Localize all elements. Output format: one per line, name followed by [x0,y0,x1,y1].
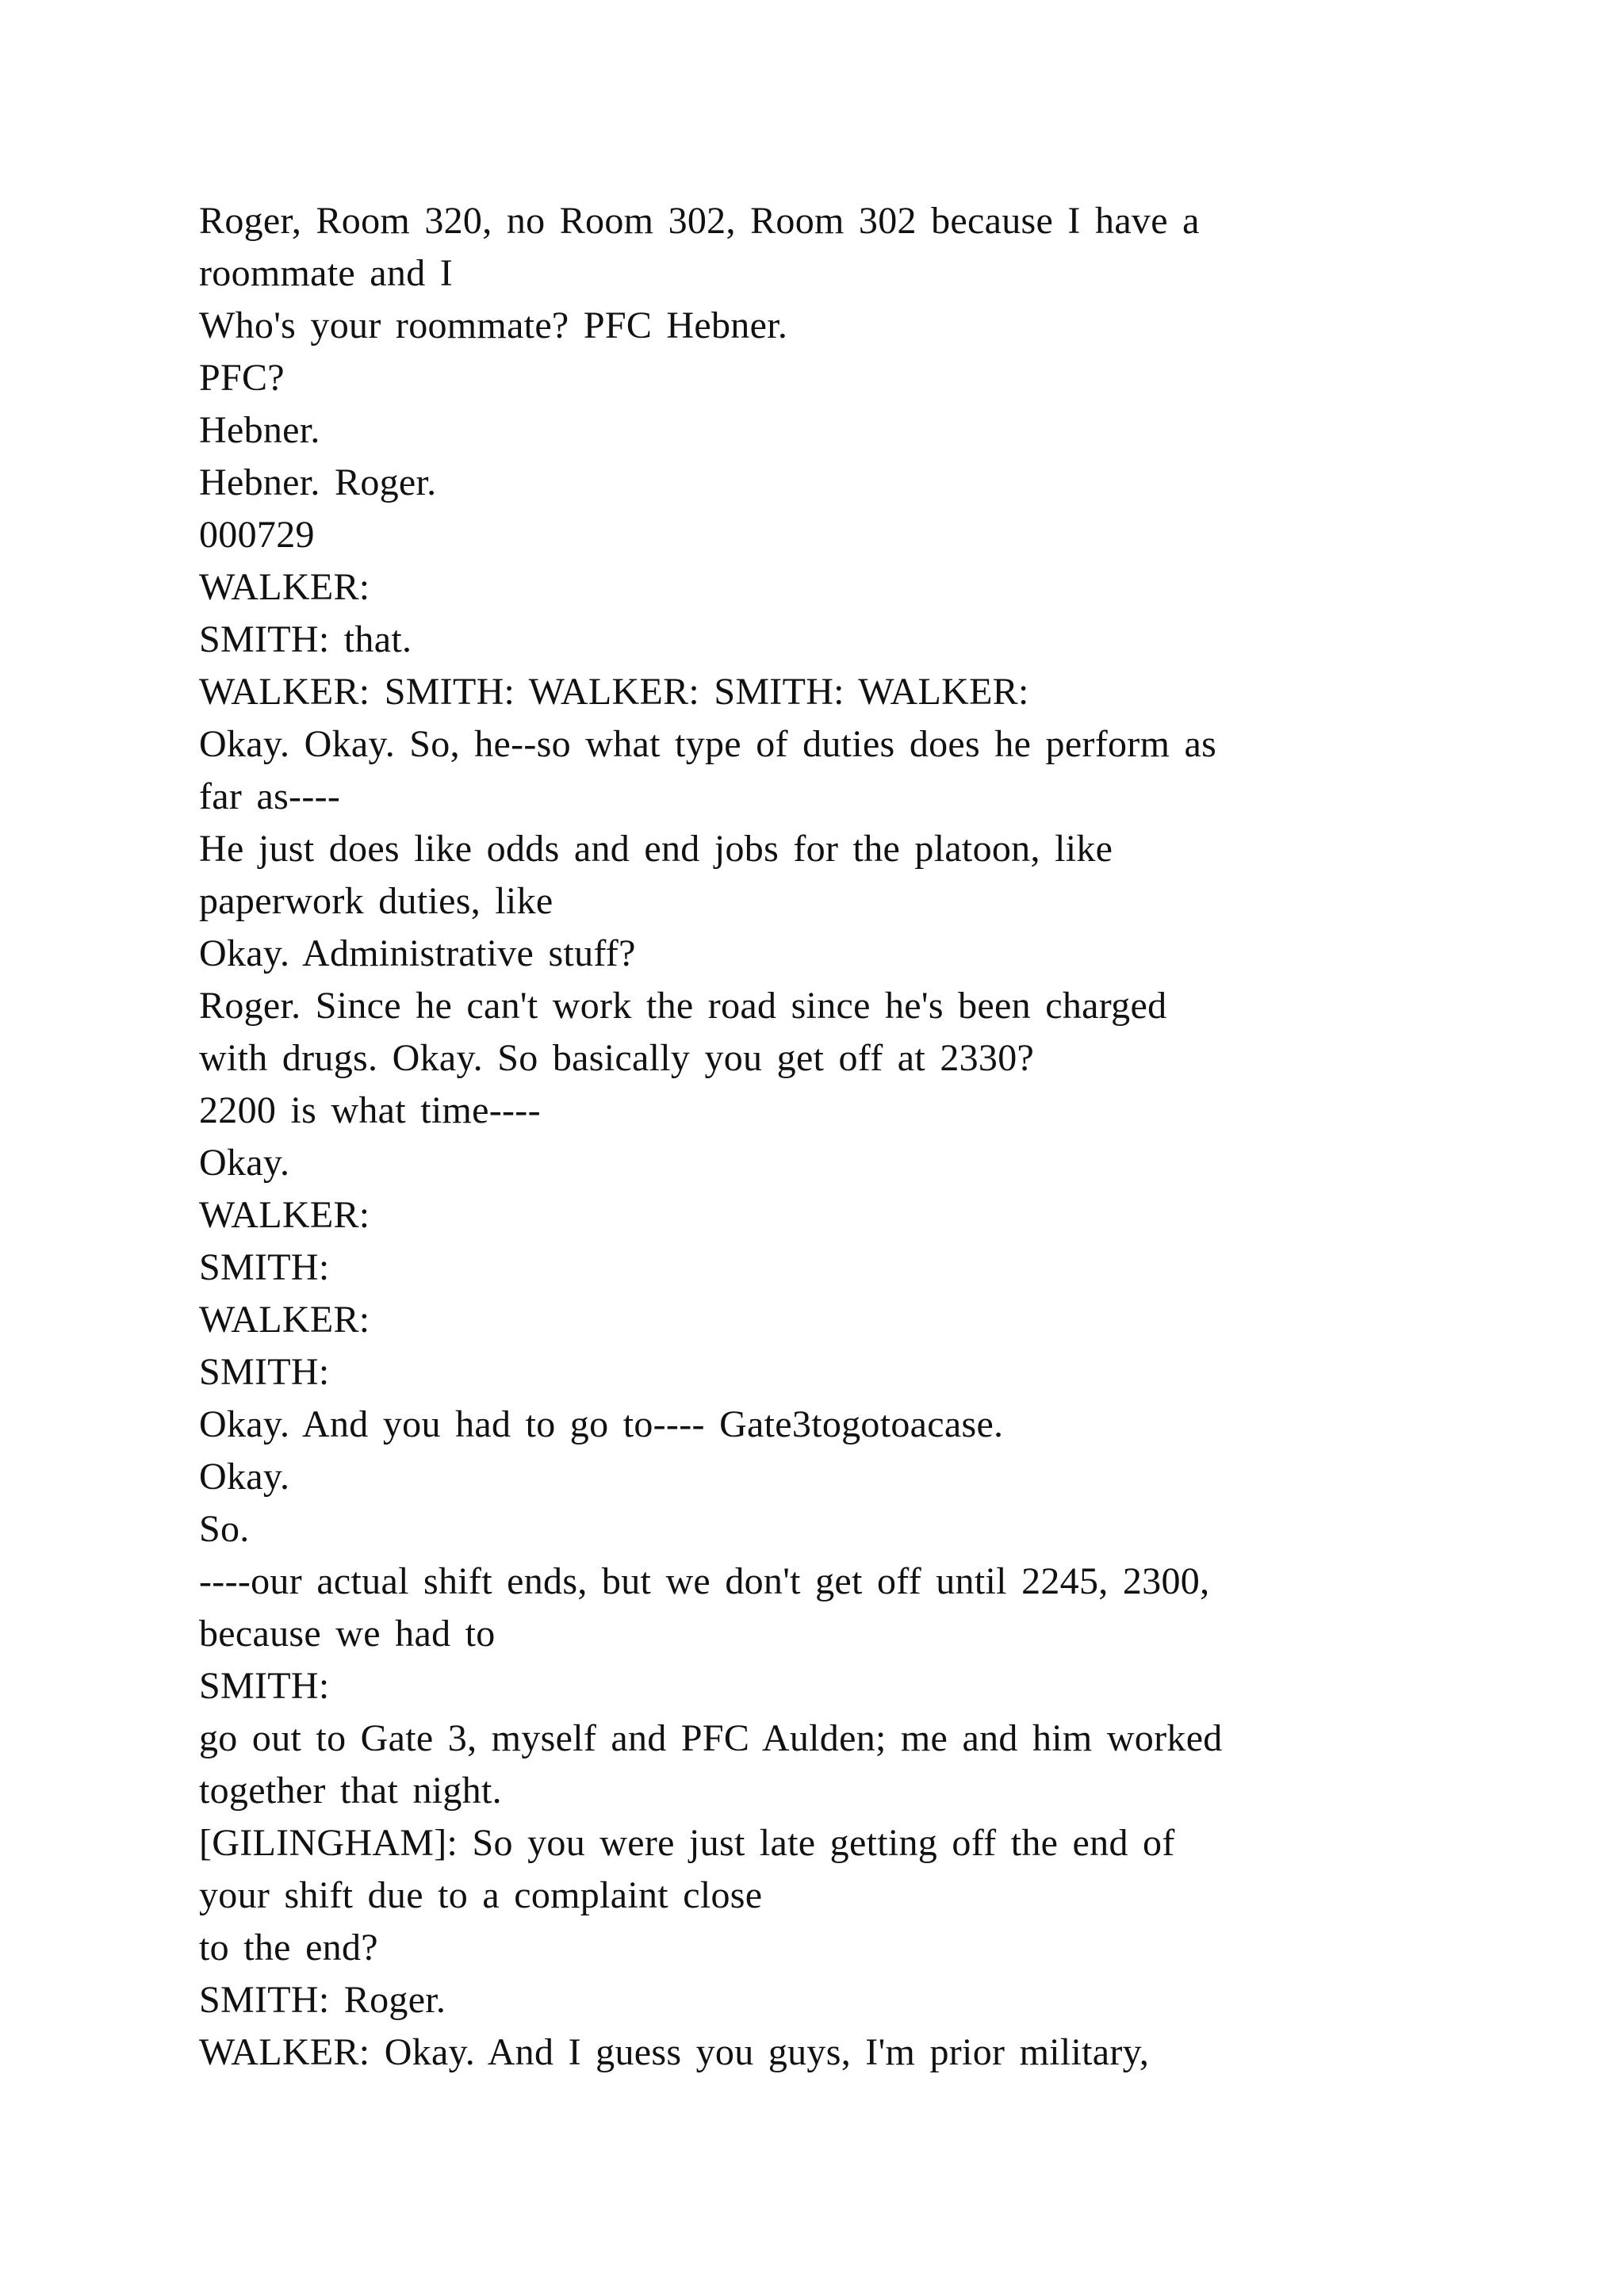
transcript-line: Okay. Administrative stuff? [199,932,636,974]
transcript-line: to the end? [199,1927,378,1969]
transcript-line: WALKER: [199,1194,370,1236]
transcript-line: WALKER: SMITH: WALKER: SMITH: WALKER: [199,671,1029,713]
transcript-line: Okay. Okay. So, he--so what type of duties does he perform as [199,723,1217,765]
transcript-line: paperwork duties, like [199,880,553,922]
transcript-line: Okay. [199,1142,290,1184]
transcript-line: SMITH: that. [199,618,412,660]
transcript-line: SMITH: [199,1351,330,1393]
transcript-line: with drugs. Okay. So basically you get off at 2330? [199,1037,1035,1079]
page-number: 000729 [199,514,315,556]
transcript-line: Hebner. [199,409,320,451]
transcript-line: WALKER: Okay. And I guess you guys, I'm prior military, [199,2031,1150,2073]
transcript-line: Who's your roommate? PFC Hebner. [199,304,788,346]
transcript-line: Okay. And you had to go to---- Gate3togotoacase. [199,1403,1004,1445]
transcript-line: WALKER: [199,566,370,608]
transcript-line: SMITH: [199,1246,330,1288]
transcript-line: ----our actual shift ends, but we don't get off until 2245, 2300, [199,1560,1210,1602]
transcript-line: Hebner. Roger. [199,461,437,503]
transcript-line: PFC? [199,357,285,399]
transcript-line: WALKER: [199,1299,370,1341]
transcript-line: SMITH: Roger. [199,1979,446,2021]
transcript-line: far as---- [199,775,341,817]
transcript-line: [GILINGHAM]: So you were just late getting off the end of [199,1822,1175,1864]
transcript-line: He just does like odds and end jobs for the platoon, like [199,828,1113,870]
transcript-line: roommate and I [199,252,454,294]
transcript-line: Roger. Since he can't work the road since he's been charged [199,985,1167,1027]
transcript-line: together that night. [199,1770,502,1812]
transcript-line: your shift due to a complaint close [199,1874,763,1916]
transcript-line: SMITH: [199,1665,330,1707]
transcript-line: 2200 is what time---- [199,1089,541,1131]
transcript-line: because we had to [199,1613,496,1655]
transcript-line: Okay. [199,1456,290,1498]
transcript-line: go out to Gate 3, myself and PFC Aulden; me and him worked [199,1717,1223,1759]
transcript-line: Roger, Room 320, no Room 302, Room 302 because I have a [199,200,1200,242]
transcript-line: So. [199,1508,250,1550]
transcript-text [199,195,1436,2079]
